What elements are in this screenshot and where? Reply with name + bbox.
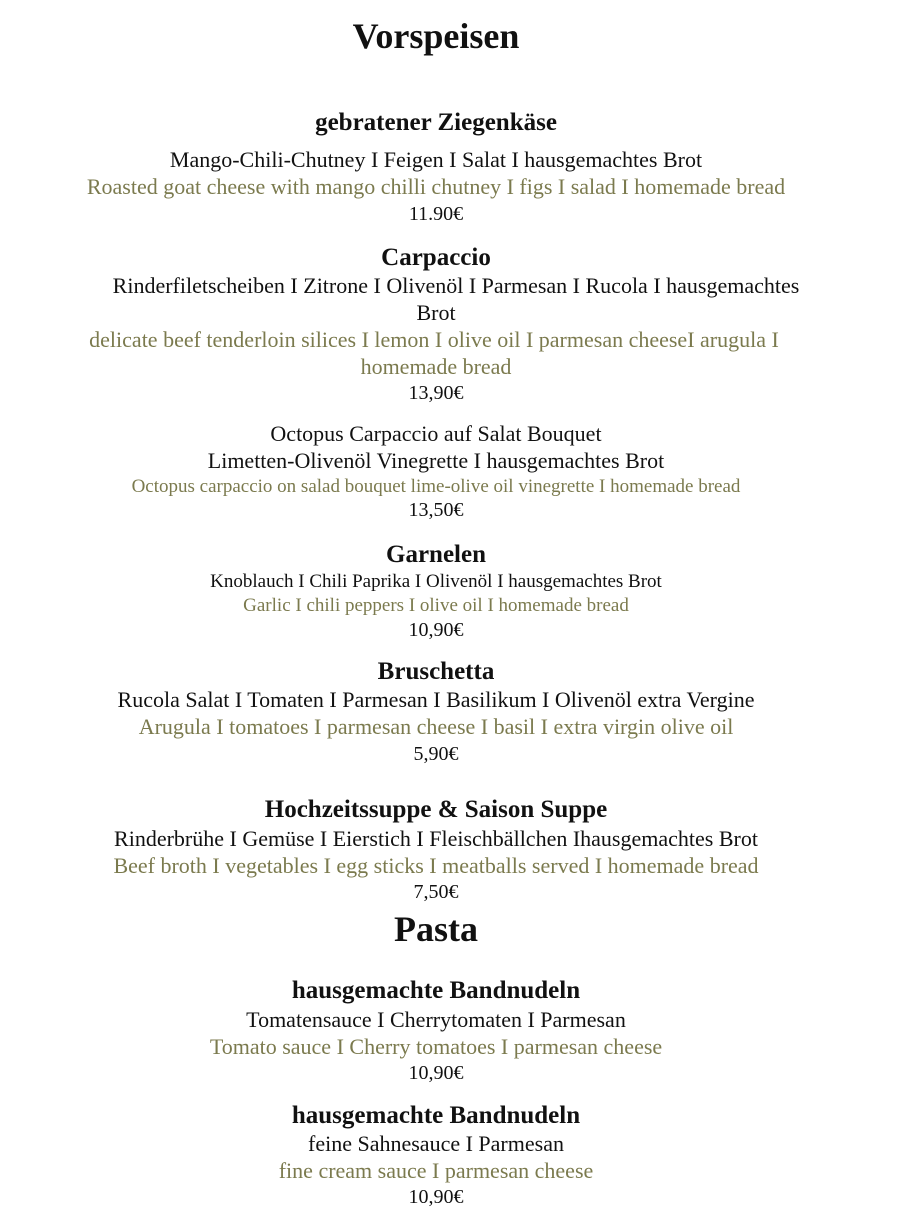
dish-price: 5,90€: [413, 743, 459, 765]
section-title-starters: Vorspeisen: [352, 16, 520, 56]
dish-price: 7,50€: [413, 881, 459, 903]
dish-name: Bruschetta: [377, 658, 495, 685]
dish-description-en: homemade bread: [360, 354, 512, 379]
dish-description-en: Arugula I tomatoes I parmesan cheese I basil I extra virgin olive oil: [138, 714, 734, 739]
dish-description-de: Octopus Carpaccio auf Salat Bouquet: [270, 421, 602, 446]
dish-name: Garnelen: [386, 541, 486, 568]
dish-price: 11.90€: [408, 203, 464, 225]
dish-description-en: Tomato sauce I Cherry tomatoes I parmesan cheese: [209, 1034, 663, 1059]
dish-description-de: Tomatensauce I Cherrytomaten I Parmesan: [246, 1007, 626, 1032]
dish-description-en: Octopus carpaccio on salad bouquet lime-olive oil vinegrette I homemade bread: [131, 476, 741, 497]
dish-description-en: Roasted goat cheese with mango chilli chutney I figs I salad I homemade bread: [86, 174, 786, 199]
dish-price: 13,90€: [408, 382, 464, 404]
dish-name: Carpaccio: [381, 244, 491, 271]
dish-name: hausgemachte Bandnudeln: [291, 977, 581, 1004]
dish-price: 13,50€: [408, 499, 464, 521]
dish-price: 10,90€: [408, 619, 464, 641]
dish-description-de: Limetten-Olivenöl Vinegrette I hausgemachtes Brot: [207, 448, 665, 473]
dish-name: gebratener Ziegenkäse: [315, 109, 557, 136]
dish-description-en: fine cream sauce I parmesan cheese: [278, 1158, 594, 1183]
dish-price: 10,90€: [408, 1186, 464, 1208]
dish-name: hausgemachte Bandnudeln: [291, 1102, 581, 1129]
dish-description-en: Garlic I chili peppers I olive oil I homemade bread: [243, 595, 629, 616]
dish-description-de: Rinderfiletscheiben I Zitrone I Olivenöl I Parmesan I Rucola I hausgemachtes: [112, 273, 800, 298]
dish-description-de: feine Sahnesauce I Parmesan: [308, 1131, 564, 1156]
dish-price: 10,90€: [408, 1062, 464, 1084]
section-title-pasta: Pasta: [394, 909, 478, 949]
dish-description-en: Beef broth I vegetables I egg sticks I meatballs served I homemade bread: [113, 853, 759, 878]
dish-name: Hochzeitssuppe & Saison Suppe: [264, 796, 608, 823]
dish-description-en: delicate beef tenderloin silices I lemon I olive oil I parmesan cheeseI arugula I: [89, 327, 779, 352]
dish-description-de: Brot: [416, 300, 456, 325]
dish-description-de: Knoblauch I Chili Paprika I Olivenöl I hausgemachtes Brot: [210, 571, 662, 592]
dish-description-de: Rucola Salat I Tomaten I Parmesan I Basilikum I Olivenöl extra Vergine: [117, 687, 755, 712]
dish-description-de: Mango-Chili-Chutney I Feigen I Salat I hausgemachtes Brot: [169, 147, 703, 172]
dish-description-de: Rinderbrühe I Gemüse I Eierstich I Fleischbällchen Ihausgemachtes Brot: [114, 826, 758, 851]
